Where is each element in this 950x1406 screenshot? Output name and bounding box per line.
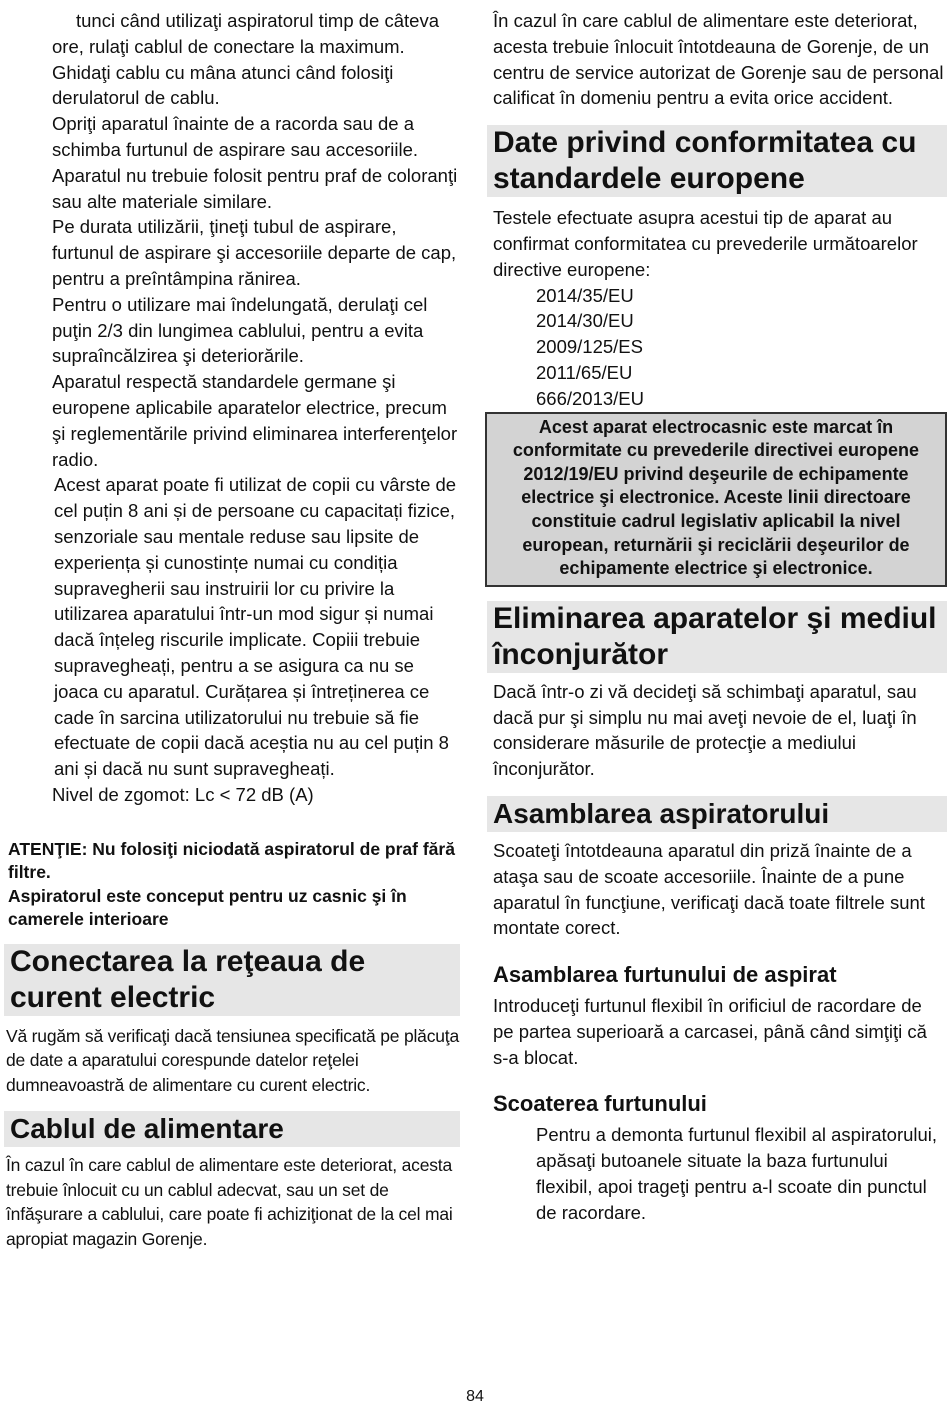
assembly-text: Scoateţi întotdeauna aparatul din priză înainte de a ataşa sau de scoate accesoriile. Înainte de a pune aparatul în funcţiune, verificaţi dacă toate filtrele sunt montate corect.: [493, 839, 925, 939]
hose-removal-text: Pentru a demonta furtunul flexibil al aspiratorului, apăsaţi butoanele situate la baza furtunului flexibil, apoi trageţi pentru a-l scoate din punctul de racordare.: [536, 1124, 938, 1223]
conformity-heading: Date privind conformitatea cu standardele europene: [487, 125, 947, 197]
noise-level: Nivel de zgomot: Lc < 72 dB (A): [52, 783, 314, 805]
disposal-heading: Eliminarea aparatelor şi mediul înconjurător: [487, 601, 947, 673]
safety-paragraph: Pentru o utilizare mai îndelungată, derulaţi cel puţin 2/3 din lungimea cablului, pentru a evita supraîncălzirea şi deteriorările.: [52, 293, 428, 367]
safety-paragraph: Opriţi aparatul înainte de a racorda sau de a schimba furtunul de aspirare sau accesoriile.: [52, 113, 419, 160]
safety-paragraph: Ghidaţi cablu cu mâna atunci când folosiţi derulatorul de cablu.: [52, 61, 394, 109]
mains-connection-text: Vă rugăm să verificaţi dacă tensiunea specificată pe plăcuţa de date a aparatului corespunde datelor reţelei dumneavoastră de alimentare cu curent electric.: [6, 1025, 459, 1095]
power-cable-heading: Cablul de alimentare: [4, 1111, 460, 1147]
hose-assembly-text: Introduceţi furtunul flexibil în orificiul de racordare de pe partea superioară a carcasei, până când simţiţi că s-a blocat.: [493, 995, 927, 1068]
safety-paragraph: Aparatul respectă standardele germane şi europene aplicabile aparatelor electrice, precum şi reglementările privind eliminarea interferenţelor radio.: [52, 371, 458, 470]
hose-removal-heading: Scoaterea furtunului: [493, 1091, 707, 1117]
hose-assembly-heading: Asamblarea furtunului de aspirat: [493, 962, 837, 988]
weee-notice-box: Acest aparat electrocasnic este marcat în conformitate cu prevederile directivei europene 2012/19/EU privind deşeurile de echipamente electrice şi electronice. Aceste linii directoare constituie cadrul legislativ aplicabil la nivel european, returnării şi reciclării deşeurilor de echipamente electrice şi electronice.: [485, 412, 947, 587]
conformity-text: Testele efectuate asupra acestui tip de aparat au confirmat conformitatea cu prevederile următoarelor directive europene:: [493, 207, 918, 280]
directive-item: 2014/30/EU: [536, 310, 634, 332]
safety-paragraph: Pe durata utilizării, ţineţi tubul de aspirare, furtunul de aspirare şi accesoriile departe de cap, pentru a preîntâmpina rănirea.: [52, 216, 457, 289]
directive-item: 666/2013/EU: [536, 387, 645, 409]
directive-item: 2014/35/EU: [536, 284, 634, 306]
mains-connection-heading: Conectarea la reţeaua de curent electric: [4, 944, 460, 1016]
household-use-warning: Aspiratorul este conceput pentru uz casnic şi în camerele interioare: [8, 885, 407, 930]
directive-list: [487, 283, 947, 412]
right-column: [487, 0, 947, 1226]
children-usage-paragraph: Acest aparat poate fi utilizat de copii cu vârste de cel puțin 8 ani și de persoane cu capacitați fizice, senzoriale sau mentale reduse sau lipsite de experiența și cunostințe numai cu condiția supravegherii sau instruirii lor cu privire la utilizarea aparatului într-un mod sigur și numai dacă înțeleg riscurile implicate. Copiii trebuie supravegheați, pentru a se asigura ca nu se joaca cu aparatul. Curățarea și întreținerea ce cade în sarcina utilizatorului nu trebuie să fie efectuate de copii dacă aceștia nu au cel puțin 8 ani și dacă nu sunt supravegheați.: [54, 474, 457, 780]
left-column: [0, 0, 462, 1251]
safety-paragraph: Aparatul nu trebuie folosit pentru praf de coloranţi sau alte materiale similare.: [52, 164, 458, 212]
filter-warning: ATENŢIE: Nu folosiţi niciodată aspiratorul de praf fără filtre.: [8, 838, 455, 883]
assembly-heading: Asamblarea aspiratorului: [487, 796, 947, 832]
safety-instructions: [0, 0, 462, 472]
cable-replacement-text: În cazul în care cablul de alimentare este deteriorat, acesta trebuie înlocuit întotdeauna de Gorenje, de un centru de service autorizat de Gorenje sau de personal calificat în domeniu pentru a evita orice accident.: [493, 10, 944, 109]
directive-item: 2009/125/ES: [536, 336, 643, 358]
directive-item: 2011/65/EU: [536, 361, 633, 383]
disposal-text: Dacă într-o zi vă decideţi să schimbaţi aparatul, sau dacă pur şi simplu nu mai aveţi nevoie de el, luaţi în considerare măsurile de protecţie a mediului înconjurător.: [493, 680, 917, 780]
safety-paragraph: tunci când utilizaţi aspiratorul timp de câteva ore, rulaţi cablul de conectare la maximum.: [52, 10, 439, 57]
power-cable-text: În cazul în care cablul de alimentare este deteriorat, acesta trebuie înlocuit cu un cablul adecvat, sau un set de înfăşurare a cablului, care poate fi achiziţionat de la cel mai apropiat magazin Gorenje.: [6, 1155, 453, 1249]
page-number: 84: [466, 1388, 484, 1405]
